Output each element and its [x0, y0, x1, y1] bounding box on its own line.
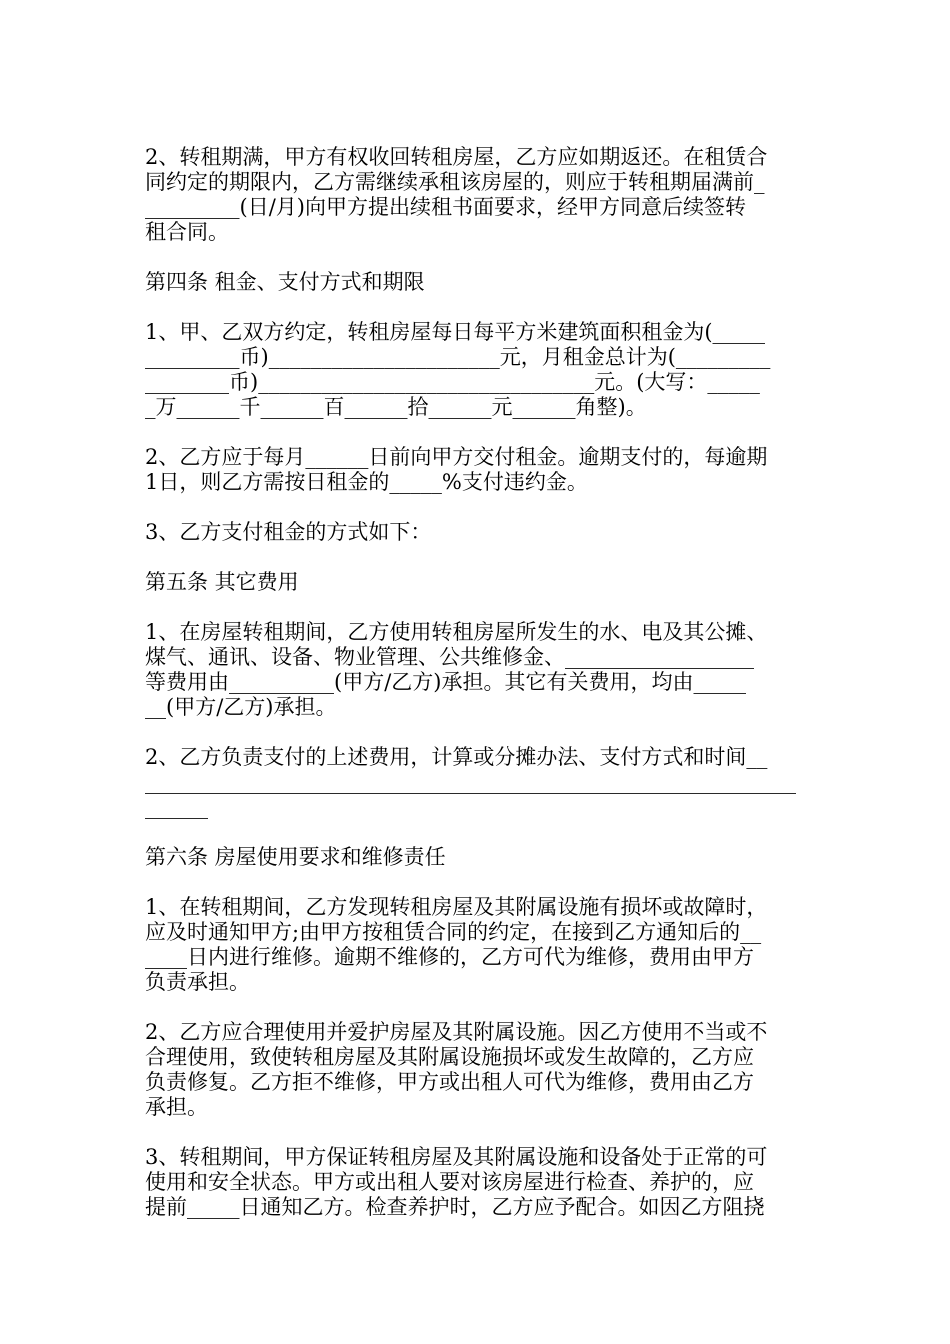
text-line: 使用和安全状态。甲方或出租人要对该房屋进行检查、养护的，应	[145, 1170, 754, 1194]
paragraph	[145, 620, 807, 720]
text-line: 1、甲、乙双方约定，转租房屋每日每平方米建筑面积租金为(_____	[145, 320, 766, 344]
text-line: ______	[145, 795, 208, 819]
text-line: 应及时通知甲方;由甲方按租赁合同的约定，在接到乙方通知后的__	[145, 920, 762, 944]
text-line: 负责修复。乙方拒不维修，甲方或出租人可代为维修，费用由乙方	[145, 1070, 754, 1094]
text-line: 3、转租期间，甲方保证转租房屋及其附属设施和设备处于正常的可	[145, 1145, 768, 1169]
text-line: 煤气、通讯、设备、物业管理、公共维修金、__________________	[145, 645, 754, 669]
paragraph	[145, 145, 807, 245]
text-line: 合理使用，致使转租房屋及其附属设施损坏或发生故障的，乙方应	[145, 1045, 754, 1069]
text-line: 第六条 房屋使用要求和维修责任	[145, 845, 446, 869]
text-line: 同约定的期限内，乙方需继续承租该房屋的，则应于转租期届满前_	[145, 170, 765, 194]
text-line: 承担。	[145, 1095, 208, 1119]
paragraph	[145, 1020, 807, 1120]
paragraph	[145, 520, 807, 545]
text-line: 1日，则乙方需按日租金的_____%支付违约金。	[145, 470, 588, 494]
paragraph	[145, 270, 807, 295]
paragraph	[145, 570, 807, 595]
paragraph	[145, 845, 807, 870]
text-line: 1、在房屋转租期间，乙方使用转租房屋所发生的水、电及其公摊、	[145, 620, 768, 644]
text-line: 2、乙方应合理使用并爱护房屋及其附属设施。因乙方使用不当或不	[145, 1020, 768, 1044]
text-line: 3、乙方支付租金的方式如下：	[145, 520, 432, 544]
text-line: 提前_____日通知乙方。检查养护时，乙方应予配合。如因乙方阻挠	[145, 1195, 765, 1219]
text-line: 第五条 其它费用	[145, 570, 299, 594]
paragraph	[145, 445, 807, 495]
text-line: 2、乙方负责支付的上述费用，计算或分摊办法、支付方式和时间__	[145, 745, 768, 769]
text-line: __(甲方/乙方)承担。	[145, 695, 337, 719]
text-line: 1、在转租期间，乙方发现转租房屋及其附属设施有损坏或故障时，	[145, 895, 768, 919]
document-body	[145, 145, 807, 1245]
text-line: _________(日/月)向甲方提出续租书面要求，经甲方同意后续签转	[145, 195, 746, 219]
text-line: 2、乙方应于每月______日前向甲方交付租金。逾期支付的，每逾期	[145, 445, 768, 469]
text-line: ______________________________________________________________	[145, 770, 796, 794]
text-line: 租合同。	[145, 220, 229, 244]
text-line: ________币)________________________________元。(大写：_____	[145, 370, 760, 394]
paragraph	[145, 895, 807, 995]
text-line: 负责承担。	[145, 970, 250, 994]
text-line: 2、转租期满，甲方有权收回转租房屋，乙方应如期返还。在租赁合	[145, 145, 768, 169]
paragraph	[145, 320, 807, 420]
text-line: 第四条 租金、支付方式和期限	[145, 270, 425, 294]
paragraph	[145, 1145, 807, 1220]
text-line: ____日内进行维修。逾期不维修的，乙方可代为维修，费用由甲方	[145, 945, 754, 969]
text-line: _________币)______________________元，月租金总计为(_________	[145, 345, 771, 369]
paragraph	[145, 745, 807, 820]
text-line: _万______千______百______拾______元______角整)。	[145, 395, 647, 419]
text-line: 等费用由__________(甲方/乙方)承担。其它有关费用，均由_____	[145, 670, 746, 694]
